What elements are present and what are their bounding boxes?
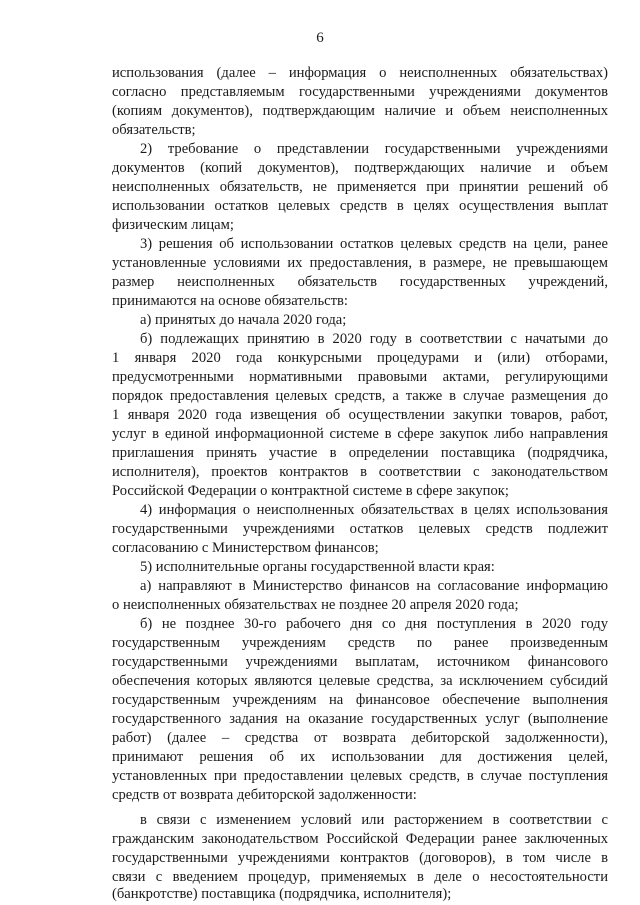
text-line: государственным учреждениям средств по ранее произведенным [112, 635, 608, 651]
text-line: документов (копий документов), подтверждающих наличие и объем [112, 160, 608, 176]
text-line: 5) исполнительные органы государственной власти края: [140, 559, 495, 575]
text-line: размер неисполненных обязательств государственных учреждений, [112, 274, 608, 290]
text-line: согласованию с Министерством финансов; [112, 540, 379, 556]
text-line: использования (далее – информация о неисполненных обязательствах) [112, 65, 608, 81]
text-line: 4) информация о неисполненных обязательствах в целях использования [140, 502, 608, 518]
text-line: услуг в единой информационной системе в сфере закупок либо направления [112, 426, 608, 442]
page-number: 6 [316, 30, 324, 46]
text-line: б) подлежащих принятию в 2020 году в соответствии с начатыми до [140, 331, 608, 347]
text-line: связи с введением процедур, применяемых в деле о несостоятельности [112, 869, 608, 885]
text-line: Российской Федерации о контрактной системе в сфере закупок; [112, 483, 509, 499]
text-line: использовании остатков целевых средств в целях осуществления выплат [112, 198, 608, 214]
text-line: работ) (далее – средства от возврата дебиторской задолженности), [112, 730, 608, 746]
text-line: физическим лицам; [112, 217, 234, 233]
text-line: б) не позднее 30-го рабочего дня со дня поступления в 2020 году [140, 616, 608, 632]
text-line: в связи с изменением условий или расторжением в соответствии с [140, 812, 608, 828]
text-line: государственными учреждениями остатков целевых средств подлежит [112, 521, 608, 537]
text-line: принимают решения об их использовании для достижения целей, [112, 749, 608, 765]
text-line: исполнителя), проектов контрактов в соответствии с законодательством [112, 464, 608, 480]
text-line: государственным учреждениям на финансовое обеспечение выполнения [112, 692, 608, 708]
text-line: согласно представляемым государственными учреждениями документов [112, 84, 608, 100]
text-line: средств от возврата дебиторской задолженности: [112, 787, 417, 803]
text-line: установленных при предоставлении целевых средств, в случае поступления [112, 768, 608, 784]
text-line: (копиям документов), подтверждающим наличие и объем неисполненных [112, 103, 608, 119]
text-line: неисполненных обязательств, не применяется при принятии решений об [112, 179, 608, 195]
text-line: принимаются на основе обязательств: [112, 293, 348, 309]
text-line: установленные условиями их предоставления, в размере, не превышающем [112, 255, 608, 271]
text-line: а) принятых до начала 2020 года; [140, 312, 347, 328]
text-line: обязательств; [112, 122, 196, 138]
text-line: обеспечения которых являются целевые средства, за исключением субсидий [112, 673, 608, 689]
text-line: государственного задания на оказание государственных услуг (выполнение [112, 711, 608, 727]
text-line: 1 января 2020 года извещения об осуществлении закупки товаров, работ, [112, 407, 608, 423]
text-line: о неисполненных обязательствах не позднее 20 апреля 2020 года; [112, 597, 519, 613]
text-line: предусмотренными нормативными правовыми актами, регулирующими [112, 369, 608, 385]
text-line: приглашения принять участие в определении поставщика (подрядчика, [112, 445, 608, 461]
text-line: гражданским законодательством Российской Федерации ранее заключенных [112, 831, 608, 847]
text-line: порядок предоставления целевых средств, а также в случае размещения до [112, 388, 608, 404]
text-line: 1 января 2020 года конкурсными процедурами и (или) отборами, [112, 350, 608, 366]
text-line: государственными учреждениями контрактов (договоров), в том числе в [112, 850, 608, 866]
text-line: 2) требование о представлении государственными учреждениями [140, 141, 608, 157]
text-line: государственными учреждениями выплатам, источником финансового [112, 654, 608, 670]
text-line: а) направляют в Министерство финансов на согласование информацию [140, 578, 608, 594]
text-line: 3) решения об использовании остатков целевых средств на цели, ранее [140, 236, 608, 252]
text-line: (банкротстве) поставщика (подрядчика, исполнителя); [112, 886, 452, 902]
